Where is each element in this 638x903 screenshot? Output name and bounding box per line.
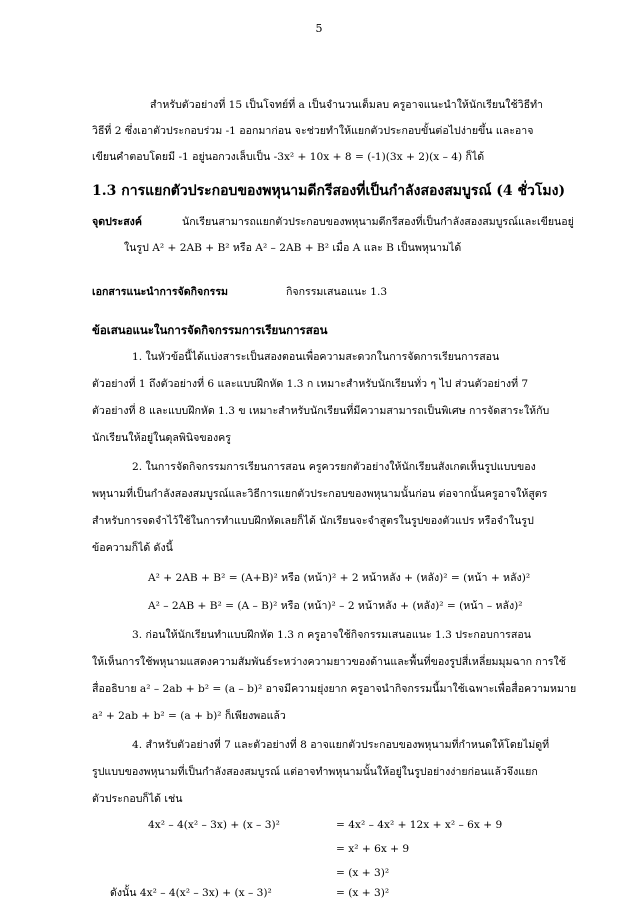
item2-line-3: สำหรับการจดจำไว้ใช้ในการทำแบบฝึกหัดเลยก็ได้ นักเรียนจะจำสูตรในรูปของตัวแปร หรือจำในรูป [92, 515, 534, 527]
item3-line-2: ให้เห็นการใช้พหุนามแสดงความสัมพันธ์ระหว่างความยาวของด้านและพื้นที่ของรูปสี่เหลี่ยมมุมฉาก การใช้ [92, 656, 566, 668]
example-lhs: 4x² – 4(x² – 3x) + (x – 3)² [148, 819, 280, 831]
item2-line-4: ข้อความก็ได้ ดังนี้ [92, 542, 173, 554]
docs-label: เอกสารแนะนำการจัดกิจกรรม [92, 286, 228, 298]
objective-text: นักเรียนสามารถแยกตัวประกอบของพหุนามดีกรีสองที่เป็นกำลังสองสมบูรณ์และเขียนอยู่ [182, 216, 574, 228]
item2-line-2: พหุนามที่เป็นกำลังสองสมบูรณ์และวิธีการแยกตัวประกอบของพหุนามนั้นก่อน ต่อจากนั้นครูอาจให้สูตร [92, 488, 548, 500]
example-step-3: = (x + 3)² [336, 867, 390, 879]
item1-line-3: ตัวอย่างที่ 8 และแบบฝึกหัด 1.3 ข เหมาะสำหรับนักเรียนที่มีความสามารถเป็นพิเศษ การจัดสาระให้กับ [92, 405, 550, 417]
example-step-2: = x² + 6x + 9 [336, 843, 410, 855]
intro-line-3: เขียนคำตอบโดยมี -1 อยู่นอกวงเล็บเป็น -3x² + 10x + 8 = (-1)(3x + 2)(x – 4) ก็ได้ [92, 151, 485, 163]
item4-line-3: ตัวประกอบก็ได้ เช่น [92, 793, 183, 805]
formula-plus: A² + 2AB + B² = (A+B)² หรือ (หน้า)² + 2 หน้าหลัง + (หลัง)² = (หน้า + หลัง)² [148, 572, 531, 584]
formula-minus: A² – 2AB + B² = (A – B)² หรือ (หน้า)² – 2 หน้าหลัง + (หลัง)² = (หน้า – หลัง)² [148, 600, 523, 612]
item3-line-3: สื่ออธิบาย a² – 2ab + b² = (a – b)² อาจมีความยุ่งยาก ครูอาจนำกิจกรรมนี้มาใช้เฉพาะเพื่อสื่อความหมาย [92, 683, 577, 695]
suggestions-heading: ข้อเสนอแนะในการจัดกิจกรรมการเรียนการสอน [92, 323, 328, 337]
intro-line-1: สำหรับตัวอย่างที่ 15 เป็นโจทย์ที่ a เป็นจำนวนเต็มลบ ครูอาจแนะนำให้นักเรียนใช้วิธีทำ [150, 99, 544, 111]
objective-label: จุดประสงค์ [92, 216, 142, 228]
item1-line-2: ตัวอย่างที่ 1 ถึงตัวอย่างที่ 6 และแบบฝึกหัด 1.3 ก เหมาะสำหรับนักเรียนทั่ว ๆ ไป ส่วนตัวอย่างที่ 7 [92, 378, 529, 390]
page-number: 5 [315, 22, 323, 35]
conclusion-rhs: = (x + 3)² [336, 887, 390, 899]
item1-line-1: 1. ในหัวข้อนี้ได้แบ่งสาระเป็นสองตอนเพื่อความสะดวกในการจัดการเรียนการสอน [132, 351, 500, 363]
intro-line-2: วิธีที่ 2 ซึ่งเอาตัวประกอบร่วม -1 ออกมาก่อน จะช่วยทำให้แยกตัวประกอบขั้นต่อไปง่ายขึ้น และอาจ [92, 125, 534, 137]
example-step-1: = 4x² – 4x² + 12x + x² – 6x + 9 [336, 819, 503, 831]
item1-line-4: นักเรียนให้อยู่ในดุลพินิจของครู [92, 432, 231, 444]
conclusion-lhs: ดังนั้น 4x² – 4(x² – 3x) + (x – 3)² [110, 887, 272, 899]
item4-line-1: 4. สำหรับตัวอย่างที่ 7 และตัวอย่างที่ 8 อาจแยกตัวประกอบของพหุนามที่กำหนดให้โดยไม่ดูที่ [132, 739, 550, 751]
objective-text-2: ในรูป A² + 2AB + B² หรือ A² – 2AB + B² เมื่อ A และ B เป็นพหุนามได้ [124, 242, 462, 254]
item3-line-1: 3. ก่อนให้นักเรียนทำแบบฝึกหัด 1.3 ก ครูอาจใช้กิจกรรมเสนอแนะ 1.3 ประกอบการสอน [132, 629, 531, 641]
docs-text: กิจกรรมเสนอแนะ 1.3 [286, 286, 388, 298]
item4-line-2: รูปแบบของพหุนามที่เป็นกำลังสองสมบูรณ์ แต่อาจทำพหุนามนั้นให้อยู่ในรูปอย่างง่ายก่อนแล้วจึงแยก [92, 766, 538, 778]
item3-line-4: a² + 2ab + b² = (a + b)² ก็เพียงพอแล้ว [92, 710, 286, 722]
item2-line-1: 2. ในการจัดกิจกรรมการเรียนการสอน ครูควรยกตัวอย่างให้นักเรียนสังเกตเห็นรูปแบบของ [132, 461, 536, 473]
section-heading: 1.3 การแยกตัวประกอบของพหุนามดีกรีสองที่เป็นกำลังสองสมบูรณ์ (4 ชั่วโมง) [92, 183, 566, 199]
